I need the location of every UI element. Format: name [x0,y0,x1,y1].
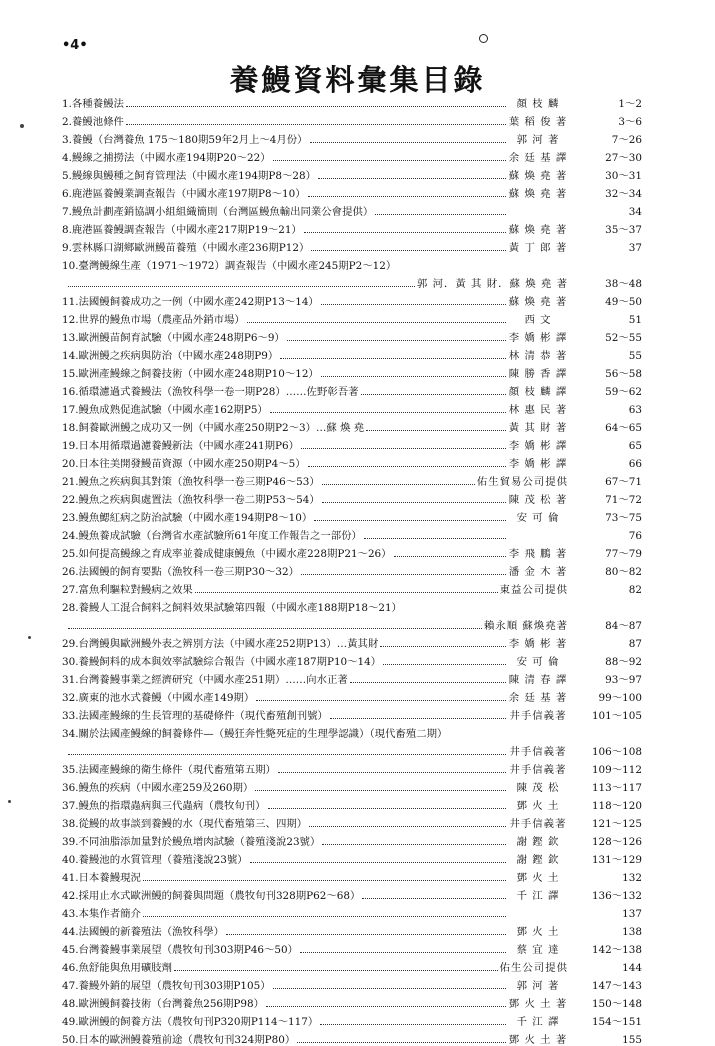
entry-author: 林 清 恭 著 [508,350,568,362]
toc-entry [62,992,642,1010]
entry-title: 12.世界的鰻魚市場（農產品外銷市場） [62,314,245,326]
entry-title: 29.台灣鰻與歐洲鰻外表之辨別方法（中國水產252期P13）…黃其財 [62,638,379,650]
toc-entry [62,470,642,488]
toc-entry [62,146,642,164]
dot-leader [361,394,506,395]
entry-title: 34.關於法國產鰻線的飼養條件—（鰻狂奔性斃死症的生理學認識）（現代畜殖二期） [62,728,448,740]
toc-entry [62,254,642,272]
page-title: 養鰻資料彙集目錄 [229,63,486,97]
toc-entry [62,740,642,758]
toc-entry [62,884,642,902]
toc-entry [62,632,642,650]
entry-page: 37 [628,242,642,254]
entry-author: 李 嬌 彬 譯 [508,440,568,452]
entry-author: 安 可 倫 [516,512,560,524]
entry-page: 52～55 [605,332,642,344]
toc-entry [62,668,642,686]
entry-page: 77～79 [605,548,642,560]
dot-leader [68,628,482,629]
entry-title: 9.雲林縣口湖鄉歐洲鰻苗養殖（中國水產236期P12） [62,242,310,254]
dot-leader [270,412,506,413]
toc-entry [62,1010,642,1028]
entry-page: 142～138 [591,944,642,956]
table-of-contents [62,92,642,1046]
entry-title: 39.不同油脂添加量對於鰻魚增肉試驗（養殖淺說23號） [62,836,321,848]
circle-mark [479,34,488,43]
entry-author: 千 江 譯 [516,890,560,902]
entry-author: 余 廷 基 譯 [508,152,568,164]
toc-entry [62,794,642,812]
dot-leader [308,466,506,467]
scan-speck [28,636,31,639]
toc-entry [62,488,642,506]
toc-entry [62,650,642,668]
entry-title: 26.法國鰻的飼育要點（漁牧科一卷三期P30～32） [62,566,299,578]
dot-leader [322,844,506,845]
entry-page: 101～105 [591,710,642,722]
toc-entry [62,920,642,938]
entry-author: 陳 茂 松 [516,782,560,794]
entry-page: 132 [622,872,642,884]
entry-title: 4.鰻線之捕撈法（中國水產194期P20～22） [62,152,271,164]
dot-leader [310,142,506,143]
entry-title: 21.鰻魚之疾病與其對策（漁牧科學一卷三期P46～53） [62,476,320,488]
entry-page: 38～48 [605,278,642,290]
dot-leader [280,358,506,359]
entry-title: 2.養鰻池條件 [62,116,124,128]
entry-author: 井手信義著 [509,746,567,758]
entry-title: 41.日本養鰻現況 [62,872,141,884]
entry-page: 84～87 [605,620,642,632]
entry-title: 23.鰻魚鰓紅病之防治試驗（中國水產194期P8～10） [62,512,313,524]
dot-leader [322,502,506,503]
entry-author: 林 惠 民 著 [508,404,568,416]
toc-entry [62,200,642,218]
toc-entry [62,848,642,866]
dot-leader [278,772,506,773]
entry-page: 3～6 [618,116,642,128]
dot-leader [330,718,506,719]
entry-title: 47.養鰻外銷的展望（農牧旬刊303期P105） [62,980,271,992]
dot-leader [68,286,415,287]
toc-entry [62,380,642,398]
entry-page: 59～62 [605,386,642,398]
toc-entry [62,614,642,632]
toc-entry [62,524,642,542]
dot-leader [300,952,506,953]
dot-leader [273,160,506,161]
toc-entry [62,866,642,884]
entry-author: 葉 稻 俊 著 [508,116,568,128]
dot-leader [322,484,475,485]
entry-page: 35～37 [605,224,642,236]
toc-entry [62,542,642,560]
dot-leader [304,232,506,233]
entry-page: 113～117 [591,782,642,794]
toc-entry [62,308,642,326]
toc-entry [62,776,642,794]
entry-page: 154～151 [591,1016,642,1028]
dot-leader [311,250,506,251]
entry-author: 黃 其 財 著 [508,422,568,434]
dot-leader [268,808,506,809]
entry-author: 蘇 煥 堯 著 [508,224,568,236]
dot-leader [321,304,506,305]
entry-page: 49～50 [605,296,642,308]
entry-author: 千 江 譯 [516,1016,560,1028]
entry-title: 36.鰻魚的疾病（中國水產259及260期） [62,782,254,794]
entry-page: 27～30 [605,152,642,164]
entry-author: 黃 丁 郎 著 [508,242,568,254]
toc-entry [62,452,642,470]
dot-leader [301,574,506,575]
dot-leader [350,682,506,683]
toc-entry [62,92,642,110]
entry-title: 33.法國產鰻線的生長管理的基礎條件（現代畜殖創刊號） [62,710,328,722]
dot-leader [297,1042,506,1043]
entry-author: 李 嬌 彬 著 [508,638,568,650]
dot-leader [226,934,506,935]
entry-title: 45.台灣養鰻事業展望（農牧旬刊303期P46～50） [62,944,299,956]
entry-title: 25.如何提高鰻線之育成率並養成健康鰻魚（中國水產228期P21～26） [62,548,392,560]
entry-page: 93～97 [605,674,642,686]
entry-author: 安 可 倫 [516,656,560,668]
entry-author: 鄧 火 土 [516,926,560,938]
dot-leader [308,196,506,197]
toc-entry [62,506,642,524]
dot-leader [174,970,498,971]
entry-author: 李 嬌 彬 譯 [508,332,568,344]
entry-page: 34 [628,206,642,218]
dot-leader [195,592,498,593]
entry-title: 16.循環濾過式養鰻法（漁牧科學一卷一期P28）……佐野彰吾著 [62,386,359,398]
entry-page: 76 [628,530,642,542]
entry-page: 136～132 [591,890,642,902]
entry-page: 109～112 [591,764,642,776]
entry-page: 118～120 [591,800,642,812]
entry-page: 73～75 [605,512,642,524]
entry-title: 31.台灣養鰻事業之經濟研究（中國水產251期）……向水正著 [62,674,348,686]
dot-leader [287,340,506,341]
entry-page: 30～31 [605,170,642,182]
entry-page: 1～2 [618,98,642,110]
toc-entry [62,110,642,128]
entry-title: 48.歐洲鰻飼養技術（台灣養魚256期P98） [62,998,265,1010]
dot-leader [247,322,506,323]
entry-page: 82 [628,584,642,596]
dot-leader [383,664,506,665]
entry-author: 郭 河 著 [516,980,560,992]
entry-page: 147～143 [591,980,642,992]
entry-title: 11.法國鰻飼養成功之一例（中國水產242期P13～14） [62,296,319,308]
toc-entry [62,164,642,182]
entry-author: 蘇 煥 堯 著 [508,170,568,182]
entry-title: 28.養鰻人工混合飼料之飼料效果試驗第四報（中國水產188期P18～21） [62,602,402,614]
entry-author: 李 飛 鵬 著 [508,548,568,560]
toc-entry [62,722,642,740]
entry-title: 42.採用止水式歐洲鰻的飼養與問題（農牧旬刊328期P62～68） [62,890,361,902]
entry-page: 67～71 [605,476,642,488]
dot-leader [256,700,506,701]
entry-title: 7.鰻魚計劃產銷協調小組組織簡則（台灣區鰻魚輸出同業公會提供） [62,206,374,218]
entry-page: 64～65 [605,422,642,434]
entry-title: 19.日本用循環過濾養鰻新法（中國水產241期P6） [62,440,299,452]
entry-page: 138 [622,926,642,938]
toc-entry [62,236,642,254]
entry-author: 佑生貿易公司提供 [476,476,568,488]
entry-author: 鄧 火 土 著 [508,998,568,1010]
entry-author: 井手信義著 [509,710,567,722]
toc-entry [62,758,642,776]
entry-title: 44.法國鰻的新養殖法（漁牧科學） [62,926,224,938]
scan-speck [8,800,11,803]
page-number: •4• [62,38,88,53]
entry-title: 17.鰻魚成熟促進試驗（中國水產162期P5） [62,404,268,416]
dot-leader [250,862,506,863]
entry-page: 150～148 [591,998,642,1010]
entry-title: 13.歐洲鰻苗飼育試驗（中國水產248期P6～9） [62,332,285,344]
scan-speck [20,124,24,128]
entry-page: 55 [628,350,642,362]
entry-title: 20.日本往美開發鰻苗資源（中國水產250期P4～5） [62,458,306,470]
entry-page: 80～82 [605,566,642,578]
toc-entry [62,812,642,830]
entry-title: 18.飼養歐洲鰻之成功又一例（中國水產250期P2～3）…蘇 煥 堯 [62,422,365,434]
entry-title: 38.從鰻的故事談到養鰻的水（現代畜殖第三、四期） [62,818,308,830]
entry-author: 東益公司提供 [499,584,568,596]
toc-entry [62,272,642,290]
dot-leader [68,754,506,755]
entry-author: 蔡 宜 達 [516,944,560,956]
entry-title: 15.歐洲產鰻線之飼養技術（中國水產248期P10～12） [62,368,319,380]
toc-entry [62,956,642,974]
dot-leader [126,106,506,107]
entry-author: 井手信義著 [509,818,567,830]
dot-leader [380,646,506,647]
entry-page: 32～34 [605,188,642,200]
toc-entry [62,344,642,362]
dot-leader [143,880,506,881]
entry-title: 46.魚舒能與魚用礦肢劑 [62,962,173,974]
toc-entry [62,560,642,578]
entry-author: 潘 金 木 著 [508,566,568,578]
entry-author: 李 嬌 彬 譯 [508,458,568,470]
dot-leader [366,430,506,431]
entry-author: 西 文 [524,314,552,326]
entry-page: 7～26 [611,134,642,146]
entry-author: 蘇 煥 堯 著 [508,296,568,308]
dot-leader [143,916,506,917]
dot-leader [314,520,506,521]
dot-leader [266,1006,506,1007]
entry-page: 131～129 [591,854,642,866]
entry-author: 郭 河 著 [516,134,560,146]
toc-entry [62,974,642,992]
entry-page: 88～92 [605,656,642,668]
entry-author: 顏 枝 麟 譯 [508,386,568,398]
dot-leader [320,1024,506,1025]
entry-page: 106～108 [591,746,642,758]
entry-author: 蘇 煥 堯 著 [508,188,568,200]
entry-page: 87 [628,638,642,650]
entry-title: 32.廣東的池水式養鰻（中國水產149期） [62,692,255,704]
dot-leader [273,988,506,989]
toc-entry [62,128,642,146]
toc-entry [62,290,642,308]
entry-author: 陳 勝 香 譯 [508,368,568,380]
entry-title: 8.鹿港區養鰻調查報告（中國水產217期P19～21） [62,224,302,236]
toc-entry [62,830,642,848]
toc-entry [62,416,642,434]
entry-author: 鄧 火 土 [516,800,560,812]
entry-page: 66 [628,458,642,470]
dot-leader [126,124,506,125]
entry-page: 71～72 [605,494,642,506]
entry-author: 陳 清 春 譯 [508,674,568,686]
entry-author: 余 廷 基 著 [508,692,568,704]
entry-title: 30.養鰻飼料的成本與效率試驗綜合報告（中國水產187期P10～14） [62,656,382,668]
entry-title: 3.養鰻（台灣養魚 175～180期59年2月上～4月份） [62,134,308,146]
entry-author: 佑生公司提供 [499,962,568,974]
entry-page: 56～58 [605,368,642,380]
dot-leader [321,376,506,377]
entry-page: 63 [628,404,642,416]
entry-author: 郭 河．黃 其 財．蘇 煥 堯 著 [416,278,568,290]
entry-author: 鄧 火 土 [516,872,560,884]
toc-entry [62,434,642,452]
entry-page: 128～126 [591,836,642,848]
entry-author: 鄧 火 土 著 [508,1034,568,1046]
entry-author: 陳 茂 松 著 [508,494,568,506]
entry-title: 5.鰻線與鰻種之飼育管理法（中國水產194期P8～28） [62,170,316,182]
entry-page: 65 [628,440,642,452]
entry-title: 50.日本的歐洲鰻養殖前途（農牧旬刊324期P80） [62,1034,296,1046]
entry-page: 155 [622,1034,642,1046]
toc-entry [62,686,642,704]
dot-leader [375,214,506,215]
toc-entry [62,938,642,956]
toc-entry [62,362,642,380]
entry-page: 121～125 [591,818,642,830]
dot-leader [394,556,506,557]
entry-author: 顏 枝 麟 [516,98,560,110]
entry-title: 10.臺灣鰻線生產（1971～1972）調查報告（中國水產245期P2～12） [62,260,397,272]
entry-title: 6.鹿港區養鰻業調查報告（中國水產197期P8～10） [62,188,306,200]
dot-leader [309,826,506,827]
entry-title: 40.養鰻池的水質管理（養殖淺說23號） [62,854,248,866]
toc-entry [62,1028,642,1046]
entry-page: 51 [628,314,642,326]
entry-author: 井手信義著 [509,764,567,776]
entry-title: 22.鰻魚之疾病與處置法（漁牧科學一卷二期P53～54） [62,494,320,506]
dot-leader [255,790,506,791]
entry-title: 14.歐洲鰻之疾病與防治（中國水產248期P9） [62,350,279,362]
toc-entry [62,902,642,920]
dot-leader [318,178,506,179]
toc-entry [62,182,642,200]
toc-entry [62,326,642,344]
entry-title: 1.各種養鰻法 [62,98,124,110]
toc-entry [62,596,642,614]
entry-author: 謝 鏗 欽 [516,854,560,866]
entry-title: 49.歐洲鰻的飼養方法（農牧旬刊P320期P114～117） [62,1016,319,1028]
toc-entry [62,578,642,596]
entry-author: 謝 鏗 欽 [516,836,560,848]
entry-page: 144 [622,962,642,974]
dot-leader [362,898,506,899]
dot-leader [364,538,506,539]
entry-title: 37.鰻魚的指環蟲病與三代蟲病（農牧旬刊） [62,800,266,812]
entry-author: 賴永順 蘇煥堯著 [483,620,568,632]
dot-leader [301,448,506,449]
entry-title: 35.法國產鰻線的衛生條件（現代畜殖第五期） [62,764,276,776]
entry-title: 43.本集作者簡介 [62,908,141,920]
entry-title: 27.富魚利驅粒對鰻病之效果 [62,584,193,596]
toc-entry [62,704,642,722]
toc-entry [62,398,642,416]
entry-page: 137 [622,908,642,920]
toc-entry [62,218,642,236]
entry-page: 99～100 [598,692,642,704]
entry-title: 24.鰻魚養成試驗（台灣省水產試驗所61年度工作報告之一部份） [62,530,362,542]
